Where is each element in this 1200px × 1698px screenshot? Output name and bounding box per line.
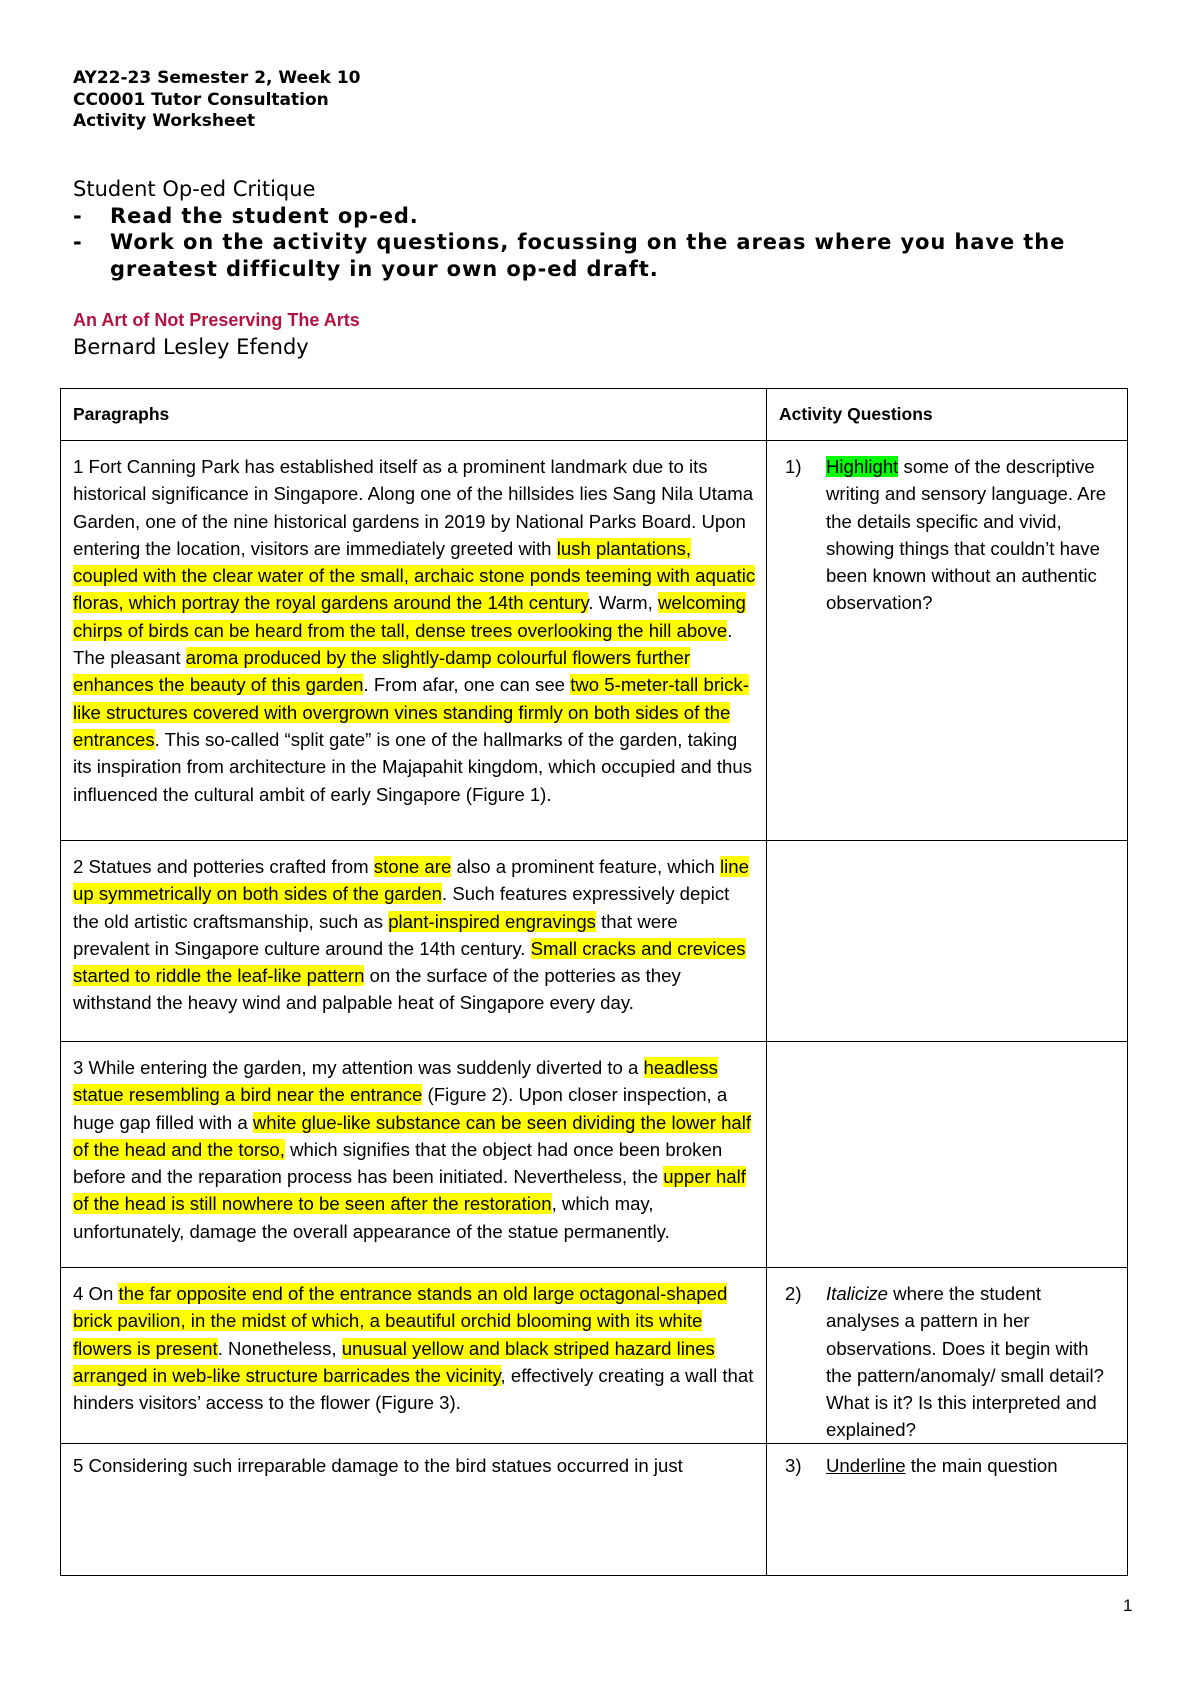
italic-text: Italicize bbox=[826, 1283, 889, 1304]
oped-author: Bernard Lesley Efendy bbox=[73, 335, 309, 359]
instruction-text: Work on the activity questions, focussing on the areas where you have the greatest difficulty in your own op-ed draft. bbox=[110, 230, 1066, 281]
question-number: 2) bbox=[785, 1283, 802, 1304]
column-divider bbox=[766, 841, 767, 1041]
yellow-highlight-text: white glue-like substance can be seen dividing the lower half of the head and the torso, bbox=[73, 1111, 752, 1160]
question-cell bbox=[779, 1452, 1119, 1479]
oped-title: An Art of Not Preserving The Arts bbox=[73, 310, 360, 330]
column-divider bbox=[766, 1268, 767, 1443]
table-row bbox=[61, 1267, 1127, 1443]
paragraph-text: . This so-called “split gate” is one of the hallmarks of the garden, taking its inspiration from architecture in the Majapahit kingdom, which occupied and thus influenced the cultural ambit of early Singapore (Figure 1). bbox=[73, 728, 753, 805]
table-row bbox=[61, 1041, 1127, 1267]
instruction-item bbox=[73, 229, 1143, 282]
instruction-item bbox=[73, 203, 1143, 230]
semester-line: AY22-23 Semester 2, Week 10 bbox=[73, 68, 361, 88]
paragraph-cell bbox=[73, 1280, 758, 1416]
oped-table bbox=[60, 388, 1128, 1576]
yellow-highlight-text: lush plantations, coupled with the clear water of the small, archaic stone ponds teeming with aquatic floras, which portray the royal gardens around the 14th century bbox=[73, 537, 756, 614]
table-row bbox=[61, 440, 1127, 840]
yellow-highlight-text: line up symmetrically on both sides of the garden bbox=[73, 856, 749, 905]
question-text: where the student analyses a pattern in her observations. Does it begin with the pattern/anomaly/ small detail? What is it? Is this interpreted and explained? bbox=[826, 1283, 1105, 1441]
column-divider bbox=[766, 441, 767, 840]
question-cell bbox=[779, 1280, 1119, 1444]
course-line: CC0001 Tutor Consultation bbox=[73, 89, 329, 110]
paragraph-cell bbox=[73, 853, 758, 1017]
bullet-dash: - bbox=[73, 203, 83, 228]
critique-title: Student Op-ed Critique bbox=[73, 177, 316, 201]
paragraph-text: also a prominent feature, which bbox=[451, 856, 721, 877]
yellow-highlight-text: stone are bbox=[373, 856, 452, 877]
paragraph-cell bbox=[73, 453, 758, 808]
paragraph-text: that were prevalent in Singapore culture around the 14th century. bbox=[73, 910, 678, 959]
yellow-highlight-text: aroma produced by the slightly-damp colourful flowers further enhances the beauty of this garden bbox=[73, 647, 691, 696]
yellow-highlight-text: plant-inspired engravings bbox=[388, 910, 596, 932]
paragraph-text: . From afar, one can see bbox=[363, 674, 571, 696]
table-row bbox=[61, 840, 1127, 1041]
paragraph-text: . Such features expressively depict the old artistic craftsmanship, such as bbox=[73, 883, 730, 932]
underlined-text: Underline bbox=[826, 1455, 906, 1476]
page-number: 1 bbox=[1123, 1596, 1133, 1615]
question-text: the main question bbox=[905, 1455, 1058, 1476]
paragraph-text: on the surface of the potteries as they withstand the heavy wind and palpable heat of Singapore every day. bbox=[73, 965, 681, 1014]
paragraph-text: , which may, unfortunately, damage the overall appearance of the statue permanently. bbox=[73, 1193, 670, 1242]
paragraph-text: . Nonetheless, bbox=[217, 1337, 342, 1359]
yellow-highlight-text: welcoming chirps of birds can be heard from the tall, dense trees overlooking the hill above bbox=[73, 592, 746, 641]
paragraph-text: . The pleasant bbox=[73, 619, 733, 669]
paragraph-text: , effectively creating a wall that hinders visitors’ access to the flower (Figure 3). bbox=[73, 1364, 754, 1414]
table-header-row bbox=[61, 389, 1127, 440]
yellow-highlight-text: Small cracks and crevices started to riddle the leaf-like pattern bbox=[73, 937, 746, 987]
column-divider bbox=[766, 389, 767, 440]
yellow-highlight-text: upper half of the head is still nowhere to be seen after the restoration bbox=[73, 1166, 746, 1215]
yellow-highlight-text: unusual yellow and black striped hazard lines arranged in web-like structure barricades the vicinity bbox=[73, 1337, 715, 1386]
paragraph-text: (Figure 2). Upon closer inspection, a huge gap filled with a bbox=[73, 1084, 728, 1133]
bullet-dash: - bbox=[73, 230, 83, 254]
paragraph-text: 1 Fort Canning Park has established itself as a prominent landmark due to its historical significance in Singapore. Along one of the hillsides lies Sang Nila Utama Garden, one of the nine historical gardens in 2019 by National Parks Board. Upon entering the location, visitors are immediately greeted with bbox=[73, 456, 754, 559]
green-highlight-text: Highlight bbox=[826, 456, 899, 477]
yellow-highlight-text: two 5-meter-tall brick-like structures covered with overgrown vines standing firmly on both sides of the entrances bbox=[73, 674, 749, 750]
instruction-text: Read the student op-ed. bbox=[110, 203, 419, 228]
question-body bbox=[826, 1283, 1104, 1440]
paragraph-text: 5 Considering such irreparable damage to the bird statues occurred in just bbox=[73, 1455, 683, 1476]
paragraph-text: 3 While entering the garden, my attention was suddenly diverted to a bbox=[73, 1057, 644, 1078]
column-divider bbox=[766, 1444, 767, 1576]
question-body bbox=[826, 456, 1106, 613]
paragraph-text: . Warm, bbox=[588, 592, 658, 614]
worksheet-line: Activity Worksheet bbox=[73, 111, 256, 131]
paragraph-text: 2 Statues and potteries crafted from bbox=[73, 856, 374, 877]
activity-questions-header: Activity Questions bbox=[779, 404, 933, 424]
yellow-highlight-text: the far opposite end of the entrance stands an old large octagonal-shaped brick pavilion, in the midst of which, a beautiful orchid blooming with its white flowers is present bbox=[73, 1283, 728, 1359]
document-header bbox=[73, 68, 361, 133]
yellow-highlight-text: headless statue resembling a bird near the entrance bbox=[73, 1057, 718, 1106]
critique-instructions bbox=[73, 176, 1143, 282]
activity-question bbox=[779, 453, 1119, 617]
paragraph-cell bbox=[73, 1054, 758, 1245]
paragraph-text: 4 On bbox=[73, 1283, 119, 1304]
activity-question bbox=[779, 1452, 1119, 1479]
activity-question bbox=[779, 1280, 1119, 1444]
paragraph-cell bbox=[73, 1452, 758, 1479]
question-text: some of the descriptive writing and sensory language. Are the details specific and vivid, showing things that couldn’t have been known without an authentic observation? bbox=[826, 456, 1107, 614]
question-number: 3) bbox=[785, 1455, 802, 1476]
paragraphs-header: Paragraphs bbox=[73, 404, 170, 424]
question-cell bbox=[779, 453, 1119, 617]
column-divider bbox=[766, 1042, 767, 1267]
question-number: 1) bbox=[785, 456, 802, 477]
question-body bbox=[826, 1455, 1058, 1476]
table-row bbox=[61, 1443, 1127, 1576]
paragraph-text: which signifies that the object had once been broken before and the reparation process has been initiated. Nevertheless, the bbox=[73, 1138, 723, 1188]
